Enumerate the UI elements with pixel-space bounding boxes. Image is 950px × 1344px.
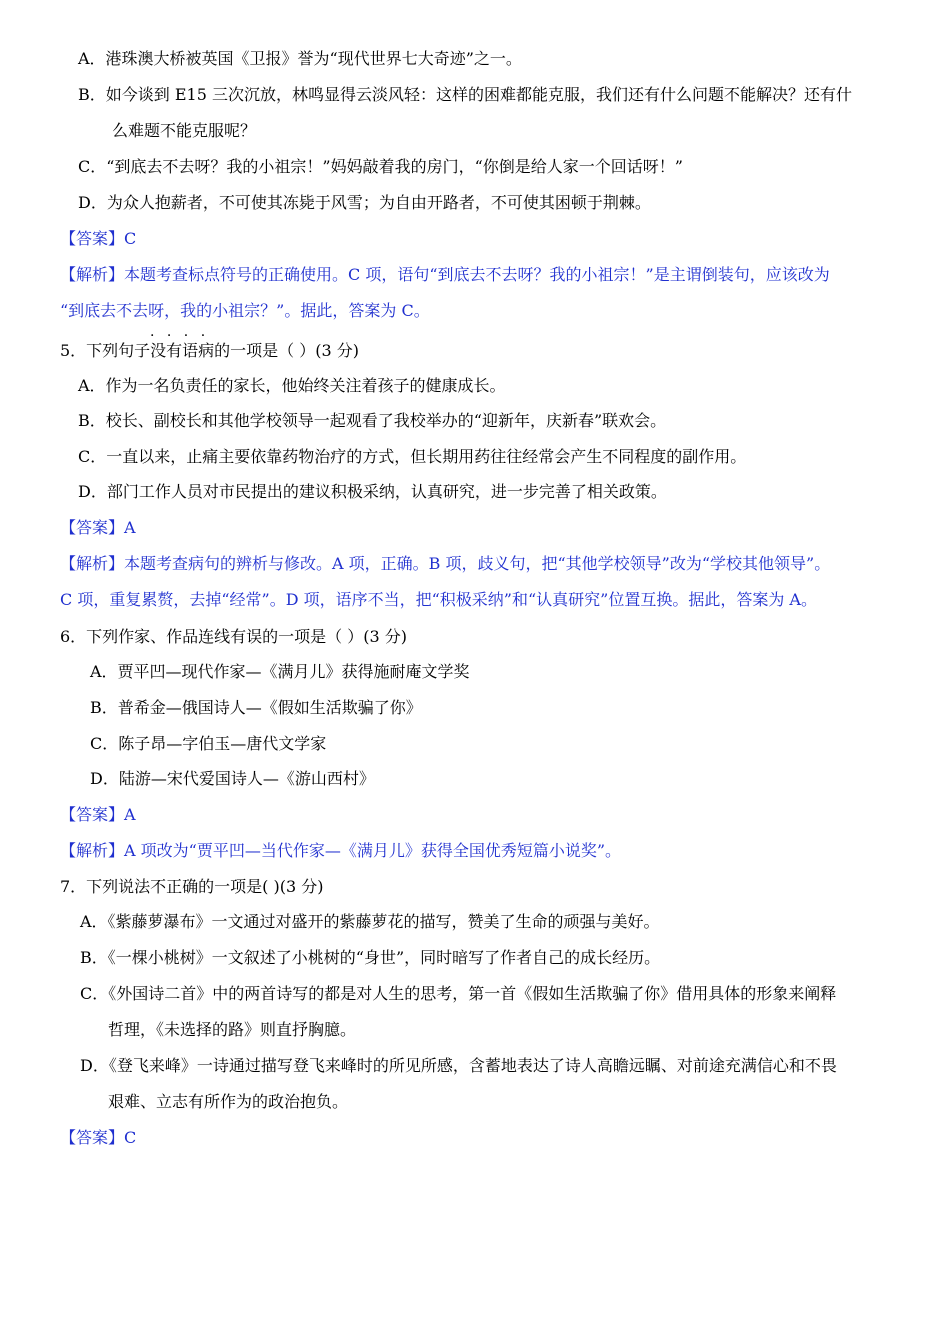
q4-option-b-continued: 么难题不能克服呢？ bbox=[112, 121, 257, 140]
q5-emphasis-dots: · · · · bbox=[150, 328, 210, 344]
q7-option-b: B．《一棵小桃树》一文叙述了小桃树的“身世”，同时暗写了作者自己的成长经历。 bbox=[80, 948, 661, 967]
q5-analysis-line-2: C 项，重复累赘，去掉“经常”。D 项，语序不当，把“积极采纳”和“认真研究”位置互换。据此，答案为 A。 bbox=[60, 590, 817, 609]
q5-option-a: A．作为一名负责任的家长，他始终关注着孩子的健康成长。 bbox=[78, 376, 506, 395]
q7-option-d: D．《登飞来峰》一诗通过描写登飞来峰时的所见所感，含蓄地表达了诗人高瞻远瞩、对前途充满信心和不畏 bbox=[80, 1056, 837, 1075]
q6-stem: 6．下列作家、作品连线有误的一项是（ ）(3 分) bbox=[60, 627, 408, 646]
q6-option-a: A．贾平凹—现代作家—《满月儿》获得施耐庵文学奖 bbox=[90, 662, 470, 681]
q5-option-d: D．部门工作人员对市民提出的建议积极采纳，认真研究，进一步完善了相关政策。 bbox=[78, 482, 667, 501]
q5-option-c: C．一直以来，止痛主要依靠药物治疗的方式，但长期用药往往经常会产生不同程度的副作用。 bbox=[78, 447, 747, 466]
q4-analysis-line-1: 【解析】本题考查标点符号的正确使用。C 项，语句“到底去不去呀？我的小祖宗！”是主谓倒装句，应该改为 bbox=[60, 265, 830, 284]
q5-analysis-line-1: 【解析】本题考查病句的辨析与修改。A 项，正确。B 项，歧义句，把“其他学校领导”改为“学校其他领导”。 bbox=[60, 554, 831, 573]
q4-analysis-line-2: “到底去不去呀，我的小祖宗？”。据此，答案为 C。 bbox=[60, 301, 430, 320]
q7-option-a: A．《紫藤萝瀑布》一文通过对盛开的紫藤萝花的描写，赞美了生命的顽强与美好。 bbox=[80, 912, 660, 931]
q6-option-d: D．陆游—宋代爱国诗人—《游山西村》 bbox=[90, 769, 375, 788]
q7-option-d-continued: 艰难、立志有所作为的政治抱负。 bbox=[108, 1092, 349, 1111]
q5-stem: 5．下列句子没有语病的一项是（ ）(3 分) bbox=[60, 341, 360, 360]
q7-option-c: C．《外国诗二首》中的两首诗写的都是对人生的思考，第一首《假如生活欺骗了你》借用具体的形象来阐释 bbox=[80, 984, 837, 1003]
q5-answer: 【答案】A bbox=[60, 518, 136, 537]
q7-option-c-continued: 哲理，《未选择的路》则直抒胸臆。 bbox=[108, 1020, 357, 1039]
q6-answer: 【答案】A bbox=[60, 805, 136, 824]
q4-option-d: D．为众人抱薪者，不可使其冻毙于风雪；为自由开路者，不可使其困顿于荆棘。 bbox=[78, 193, 651, 212]
q4-option-c: C．“到底去不去呀？我的小祖宗！”妈妈敲着我的房门，“你倒是给人家一个回话呀！” bbox=[78, 157, 683, 176]
q6-option-c: C．陈子昂—字伯玉—唐代文学家 bbox=[90, 734, 327, 753]
q7-stem: 7．下列说法不正确的一项是( )(3 分) bbox=[60, 877, 324, 896]
q6-option-b: B．普希金—俄国诗人—《假如生活欺骗了你》 bbox=[90, 698, 422, 717]
q6-analysis-line-1: 【解析】A 项改为“贾平凹—当代作家—《满月儿》获得全国优秀短篇小说奖”。 bbox=[60, 841, 622, 860]
q7-answer: 【答案】C bbox=[60, 1128, 137, 1147]
q4-option-a: A．港珠澳大桥被英国《卫报》誉为“现代世界七大奇迹”之一。 bbox=[78, 49, 522, 68]
q5-option-b: B．校长、副校长和其他学校领导一起观看了我校举办的“迎新年，庆新春”联欢会。 bbox=[78, 411, 667, 430]
q4-answer: 【答案】C bbox=[60, 229, 137, 248]
q4-option-b: B．如今谈到 E15 三次沉放，林鸣显得云淡风轻：这样的困难都能克服，我们还有什么问题不能解决？还有什 bbox=[78, 85, 852, 104]
